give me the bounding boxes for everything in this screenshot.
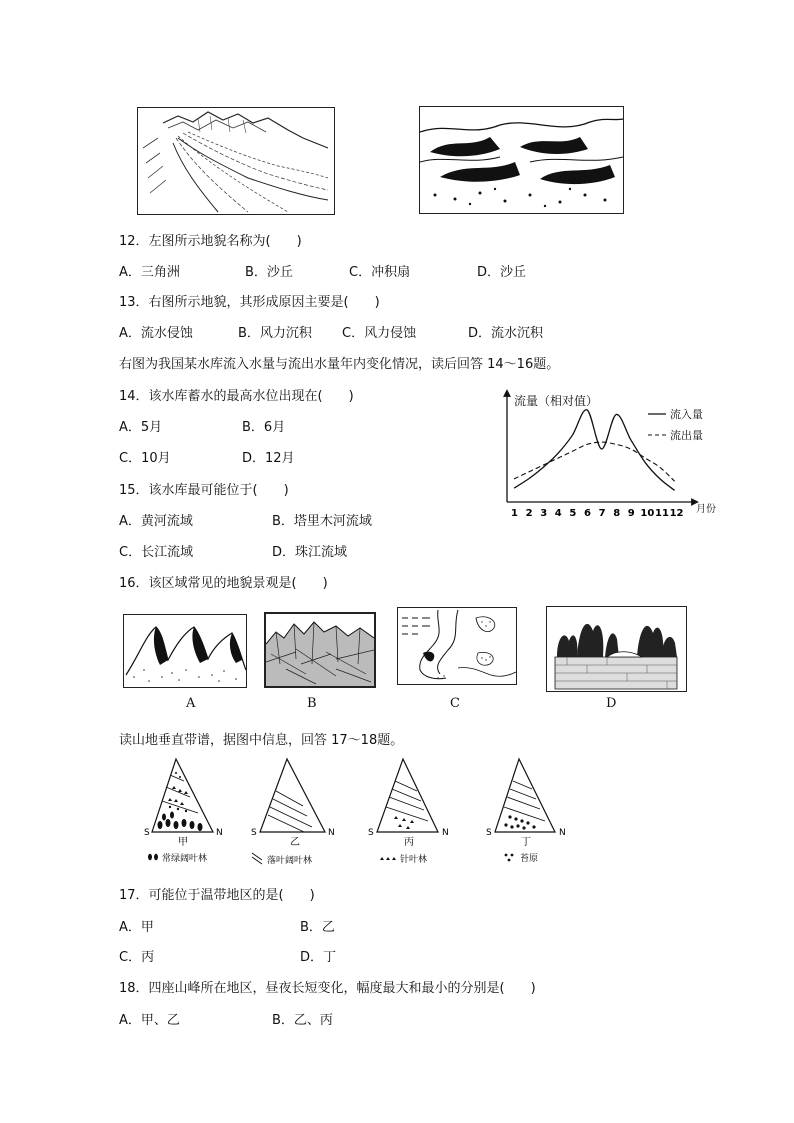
landform-label-b: B: [307, 696, 317, 711]
mountain-jia: [152, 759, 213, 832]
q14-option-d[interactable]: D．12月: [242, 451, 295, 466]
legend-evergreen-label: 常绿阔叶林: [162, 854, 208, 864]
q17-option-c[interactable]: C．丙: [119, 950, 155, 965]
landform-image-c[interactable]: [397, 607, 517, 685]
landform-image-b[interactable]: [264, 612, 376, 688]
side-label-n-yi: N: [328, 828, 335, 838]
x-tick-label: 8: [613, 508, 621, 519]
q17-option-b[interactable]: B．乙: [300, 920, 335, 935]
mountain-bing: [377, 759, 438, 832]
mountain-name-bing: 丙: [404, 837, 414, 848]
x-tick-label: 12: [669, 508, 684, 519]
x-tick-label: 9: [627, 508, 635, 519]
sand-dunes-image: [419, 106, 624, 214]
x-tick-label: 5: [569, 508, 577, 519]
q18-option-b[interactable]: B．乙、丙: [272, 1013, 333, 1028]
legend-deciduous-icon: [252, 853, 262, 864]
q12-option-a[interactable]: A．三角洲: [119, 265, 180, 280]
q13-option-c[interactable]: C．风力侵蚀: [342, 326, 417, 341]
x-axis-label: 月份: [696, 504, 716, 515]
q15-option-a[interactable]: A．黄河流域: [119, 514, 193, 529]
q14-option-c[interactable]: C．10月: [119, 451, 171, 466]
x-tick-label: 1: [511, 508, 518, 519]
side-label-n-bing: N: [442, 828, 449, 838]
side-label-s-bing: S: [368, 828, 374, 838]
legend-inflow-label: 流入量: [670, 408, 703, 421]
q15-stem: 15．该水库最可能位于( ): [119, 483, 289, 498]
landform-label-d: D: [606, 696, 617, 711]
mountain-name-jia: 甲: [178, 837, 188, 848]
q17-stem: 17．可能位于温带地区的是( ): [119, 888, 315, 903]
mountain-zonation-diagram: [140, 757, 590, 869]
mountain-name-ding: 丁: [521, 837, 531, 848]
q12-option-d[interactable]: D．沙丘: [477, 265, 527, 280]
landform-image-a[interactable]: [123, 614, 247, 688]
side-label-s-yi: S: [251, 828, 257, 838]
q15-option-b[interactable]: B．塔里木河流域: [272, 514, 372, 529]
y-axis-label: 流量（相对值）: [514, 394, 599, 408]
q12-option-b[interactable]: B．沙丘: [245, 265, 293, 280]
q18-stem: 18．四座山峰所在地区，昼夜长短变化，幅度最大和最小的分别是( ): [119, 981, 536, 996]
q13-stem: 13．右图所示地貌，其形成原因主要是( ): [119, 295, 380, 310]
q15-option-c[interactable]: C．长江流域: [119, 545, 194, 560]
legend-outflow-label: 流出量: [670, 429, 703, 442]
side-label-s-jia: S: [144, 828, 150, 838]
q14-stem: 14．该水库蓄水的最高水位出现在( ): [119, 389, 354, 404]
x-tick-label: 3: [540, 508, 548, 519]
q18-option-a[interactable]: A．甲、乙: [119, 1013, 180, 1028]
q12-option-c[interactable]: C．冲积扇: [349, 265, 411, 280]
x-tick-label: 2: [525, 508, 533, 519]
q16-stem: 16．该区域常见的地貌景观是( ): [119, 576, 328, 591]
legend-tundra-label: 苔原: [520, 854, 539, 864]
q13-option-b[interactable]: B．风力沉积: [238, 326, 312, 341]
side-label-n-jia: N: [216, 828, 223, 838]
outflow-series-line: [514, 442, 675, 481]
legend-conifer-label: 针叶林: [400, 855, 428, 865]
q12-stem: 12．左图所示地貌名称为( ): [119, 234, 302, 249]
legend-conifer-icon: [380, 857, 396, 860]
side-label-n-ding: N: [559, 828, 566, 838]
q17-option-d[interactable]: D．丁: [300, 950, 337, 965]
q14-option-a[interactable]: A．5月: [119, 420, 163, 435]
q13-option-d[interactable]: D．流水沉积: [468, 326, 544, 341]
intro-14-16: 右图为我国某水库流入水量与流出水量年内变化情况，读后回答 14～16题。: [119, 357, 560, 372]
x-tick-label: 6: [584, 508, 591, 519]
reservoir-flow-chart: [490, 385, 720, 520]
x-tick-label: 10: [640, 508, 655, 519]
mountain-ding: [495, 759, 555, 832]
landform-label-a: A: [186, 696, 196, 711]
q15-option-d[interactable]: D．珠江流域: [272, 545, 348, 560]
side-label-s-ding: S: [486, 828, 492, 838]
landform-image-d[interactable]: [546, 606, 687, 692]
alluvial-fan-image: [137, 107, 335, 215]
q14-option-b[interactable]: B．6月: [242, 420, 286, 435]
x-tick-label: 7: [598, 508, 606, 519]
q17-option-a[interactable]: A．甲: [119, 920, 154, 935]
x-tick-label: 11: [655, 508, 669, 519]
mountain-yi: [260, 759, 325, 832]
legend-tundra-icon: [505, 854, 514, 862]
mountain-name-yi: 乙: [290, 837, 300, 848]
intro-17-18: 读山地垂直带谱，据图中信息，回答 17～18题。: [119, 733, 404, 748]
landform-label-c: C: [450, 696, 460, 711]
q13-option-a[interactable]: A．流水侵蚀: [119, 326, 193, 341]
x-tick-label: 4: [554, 508, 562, 519]
legend-evergreen-icon: [148, 854, 158, 860]
inflow-series-line: [514, 410, 675, 491]
legend-deciduous-label: 落叶阔叶林: [267, 856, 313, 866]
